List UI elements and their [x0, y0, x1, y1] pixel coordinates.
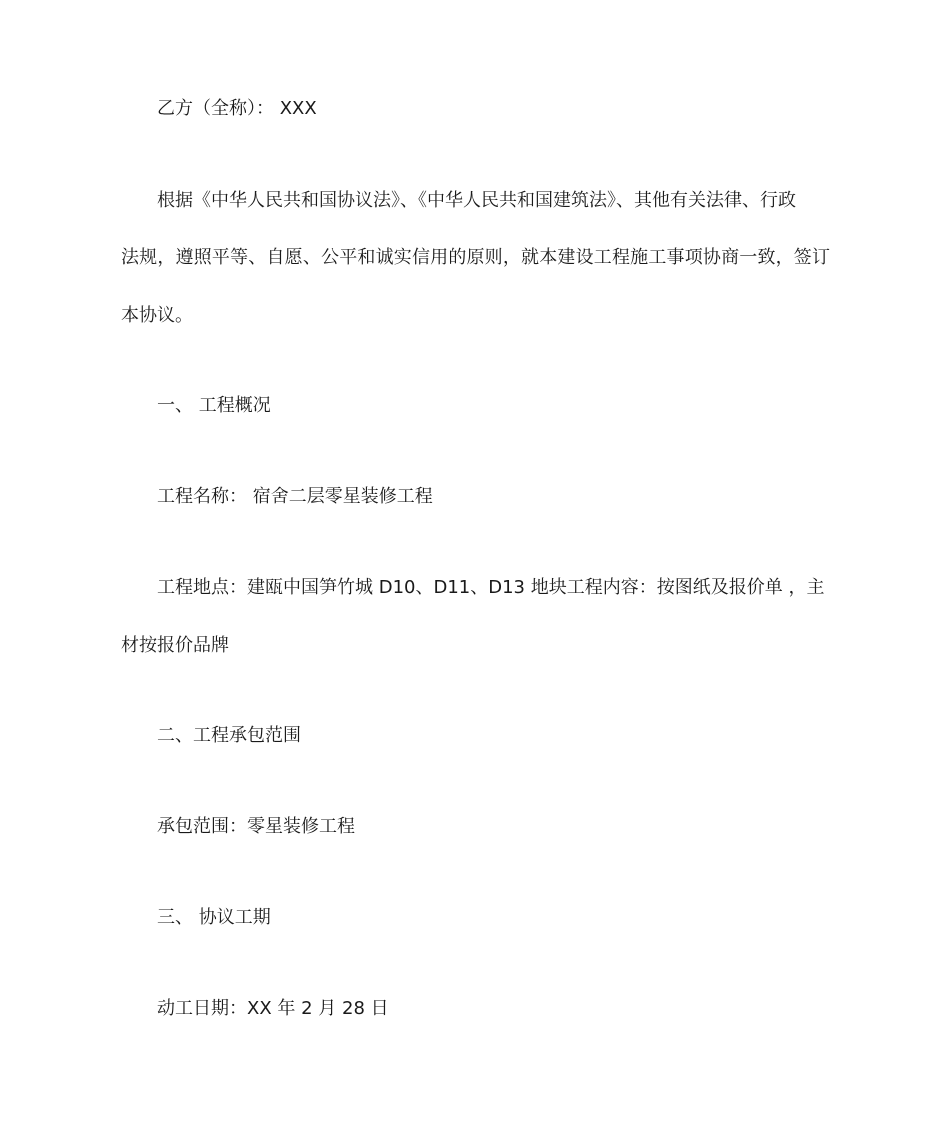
project-location-line-1: 工程地点：建瓯中国笋竹城 D10、D11、D13 地块工程内容：按图纸及报价单 ，主 — [157, 577, 825, 598]
section-heading-overview: 一、 工程概况 — [157, 395, 271, 416]
section-heading-duration: 三、 协议工期 — [157, 907, 271, 928]
preamble-line-3: 本协议。 — [121, 305, 193, 326]
project-name-line: 工程名称： 宿舍二层零星装修工程 — [157, 486, 433, 507]
preamble-line-2: 法规，遵照平等、自愿、公平和诚实信用的原则，就本建设工程施工事项协商一致，签订 — [121, 247, 830, 268]
section-heading-scope: 二、工程承包范围 — [157, 725, 301, 746]
party-b-line: 乙方（全称）： XXX — [157, 98, 317, 119]
scope-line: 承包范围：零星装修工程 — [157, 816, 355, 837]
start-date-line: 动工日期：XX 年 2 月 28 日 — [157, 998, 389, 1019]
project-location-line-2: 材按报价品牌 — [121, 635, 229, 656]
preamble-line-1: 根据《中华人民共和国协议法》、《中华人民共和国建筑法》、其他有关法律、行政 — [157, 190, 796, 211]
